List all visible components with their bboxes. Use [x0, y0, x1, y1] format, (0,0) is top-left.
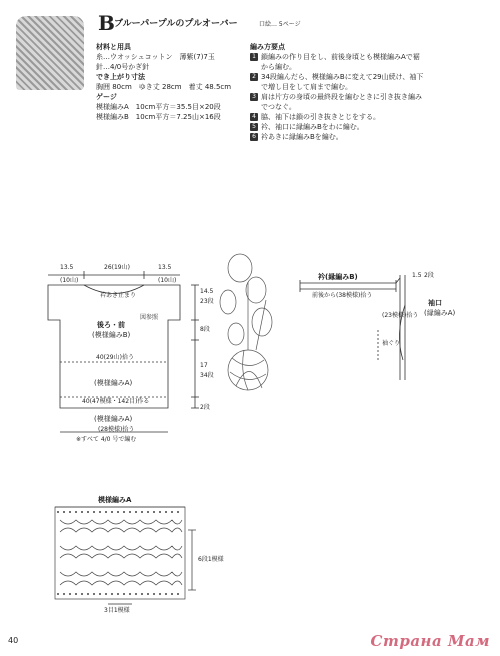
- piece-name: 後ろ・前: [97, 321, 125, 329]
- materials-heading: 材料と用具: [96, 43, 131, 51]
- dim-top-right: 13.5: [158, 264, 172, 271]
- width-mid: 40(29山)拾う: [96, 354, 134, 361]
- dim-top-left: 13.5: [60, 264, 74, 271]
- step-item: 2 34段編んだら、模様編みBに変えて29山続け、袖下: [250, 72, 490, 82]
- photo-ref: 口絵… 5ページ: [259, 21, 301, 28]
- pattern-a-mid-label: (模様編みA): [94, 379, 133, 387]
- page-number: 40: [8, 636, 19, 645]
- step-number: 5: [250, 123, 258, 131]
- cuff-pick: (23模様)拾う: [382, 312, 419, 319]
- pattern-b-label: (模様編みB): [92, 331, 131, 339]
- gauge-b: 模様編みB 10cm平方＝7.25山×16段: [96, 113, 221, 121]
- step-number: 1: [250, 53, 258, 61]
- step-number: 2: [250, 73, 258, 81]
- materials-hook: 針…4/0号かぎ針: [96, 63, 150, 71]
- dim-h4: 2段: [200, 404, 210, 411]
- step-item-cont: でつなぐ。: [261, 103, 296, 111]
- collar-side: 2段: [424, 272, 434, 279]
- finished-heading: でき上がり寸法: [96, 73, 145, 81]
- bottom-cast: 40(47模様・142目)作る: [82, 398, 150, 405]
- step-item: 6 衿あきに縁編みBを編む。: [250, 132, 490, 142]
- chart-title: 模様編みA: [98, 496, 132, 504]
- chart-stitch-label: 3目1模様: [104, 607, 130, 614]
- step-item: 5 衿、袖口に縁編みBをわに編む。: [250, 122, 490, 132]
- neck-note: 衿あき止まり: [100, 292, 137, 299]
- dim-h3: 17: [200, 362, 208, 369]
- step-number: 4: [250, 113, 258, 121]
- step-item-cont: から編む。: [261, 63, 296, 71]
- dim-top-right-sub: (10山): [158, 277, 177, 284]
- dim-top-mid: 26(19山): [104, 264, 130, 271]
- chart-repeat-label: 6段1模様: [198, 556, 224, 563]
- step-number: 3: [250, 93, 258, 101]
- step-item: 1 鎖編みの作り目をし、前後身頃とも模様編みAで裾: [250, 52, 490, 62]
- ref-note: 図参照: [140, 314, 159, 321]
- cuff-sub: (縁編みA): [424, 309, 456, 317]
- pattern-letter: B: [98, 11, 115, 35]
- gauge-a: 模様編みA 10cm平方＝35.5目×20段: [96, 103, 221, 111]
- gauge-heading: ゲージ: [96, 93, 117, 101]
- pattern-title: ブルーパープルのプルオーバー: [114, 19, 238, 29]
- dim-h1-sub: 23段: [200, 298, 214, 305]
- bottom-pick: (28模様)拾う: [98, 426, 135, 433]
- all-note: ※すべて 4/0 号で編む: [76, 436, 137, 443]
- dim-h1: 14.5: [200, 288, 214, 295]
- step-number: 6: [250, 133, 258, 141]
- dim-h2: 8段: [200, 326, 210, 333]
- dim-top-left-sub: (10山): [60, 277, 79, 284]
- dim-h3-sub: 34段: [200, 372, 214, 379]
- collar-pick: 前後から(38模様)拾う: [312, 292, 373, 299]
- steps-heading: 編み方要点: [250, 43, 285, 51]
- materials-yarn: 糸…ウオッシュコットン 薄紫(7)7玉: [96, 53, 215, 61]
- site-logo: Страна Мам: [370, 632, 490, 650]
- collar-side-num: 1.5: [412, 272, 422, 279]
- finished-size: 胸囲 80cm ゆき丈 28cm 着丈 48.5cm: [96, 83, 232, 91]
- step-item: 3 肩は片方の身頃の最終段を編むときに引き抜き編み: [250, 92, 490, 102]
- collar-label: 衿(縁編みB): [318, 273, 358, 281]
- step-item: 4 脇、袖下は鎖の引き抜きとじをする。: [250, 112, 490, 122]
- cuff-label: 袖口: [428, 299, 442, 307]
- side-note: 袖ぐり: [382, 340, 401, 347]
- step-item-cont: で増し目をして肩まで編む。: [261, 83, 352, 91]
- pattern-a-bottom-label: (模様編みA): [94, 415, 133, 423]
